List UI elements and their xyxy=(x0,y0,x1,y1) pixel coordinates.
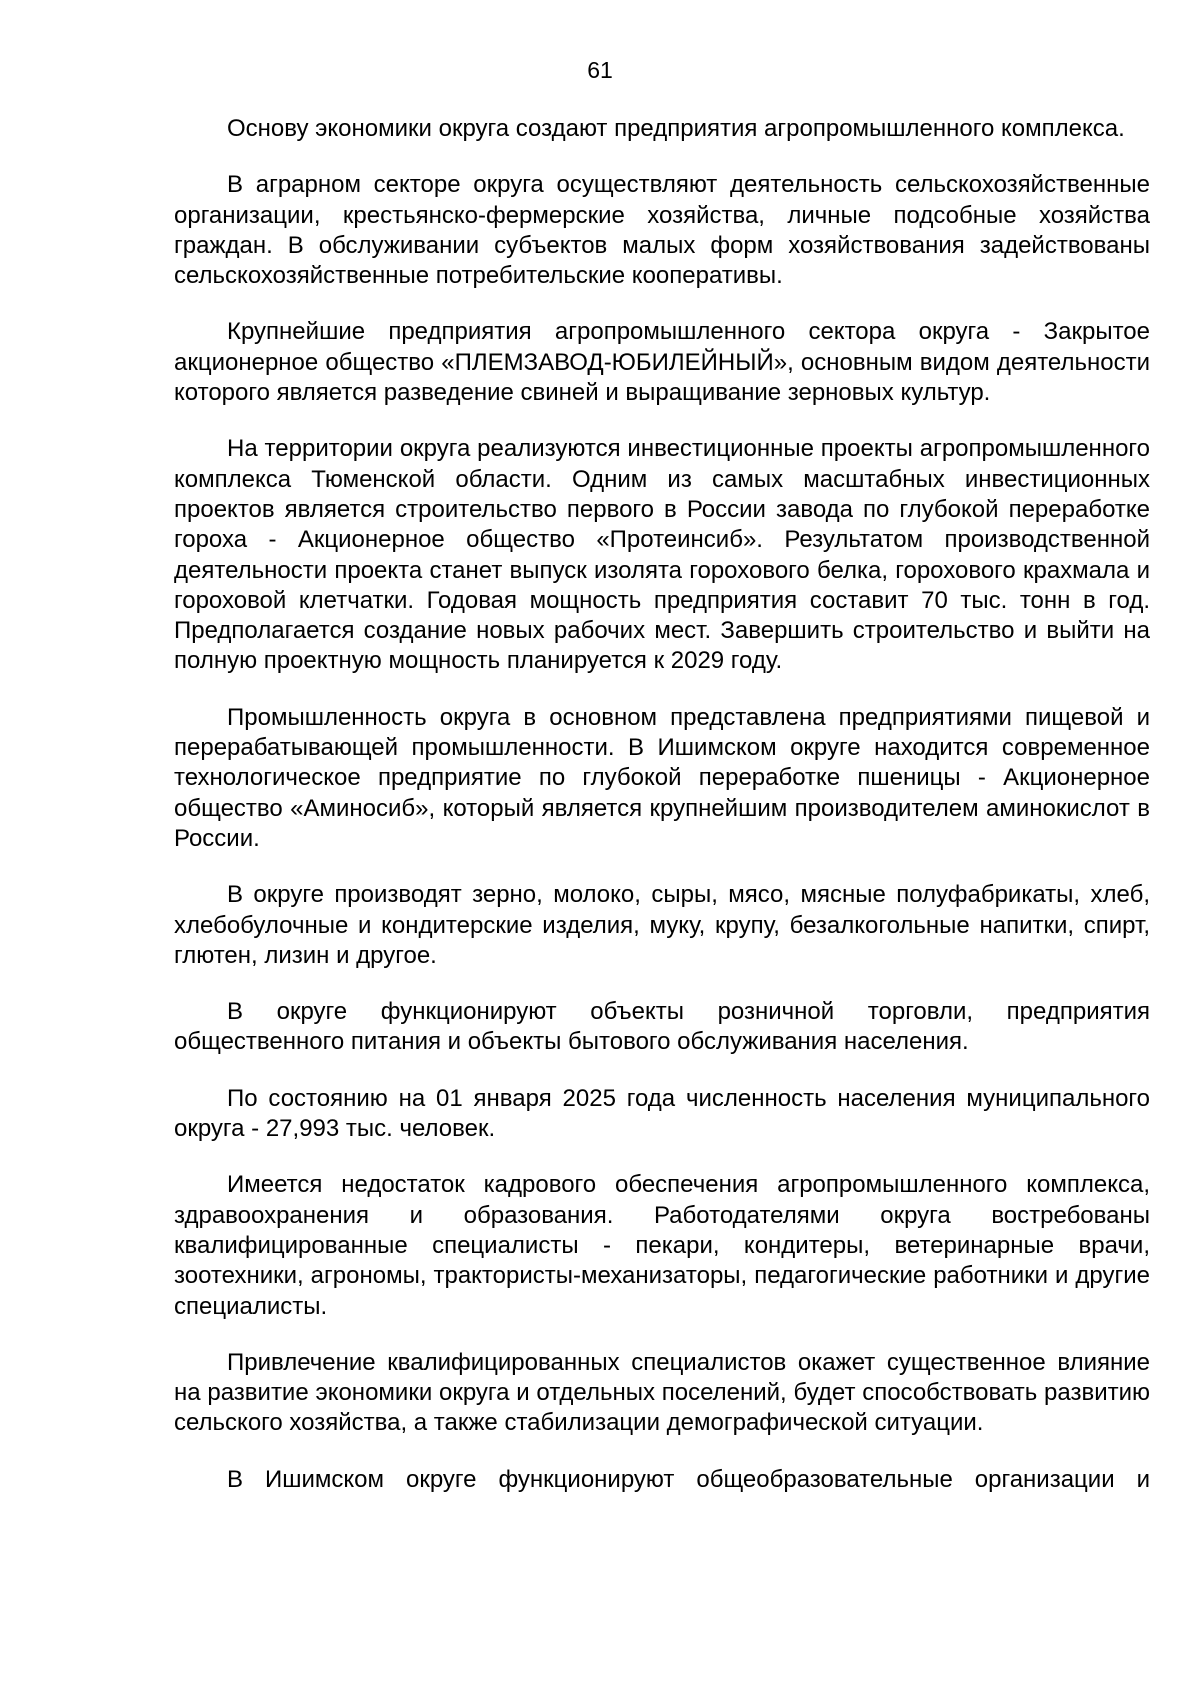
document-body xyxy=(174,114,1150,1495)
paragraph-retail-services: В округе функционируют объекты розничной торговли, предприятия общественного питания и объекты бытового обслуживания населения. xyxy=(174,998,1150,1056)
paragraph-agro-basis: Основу экономики округа создают предприятия агропромышленного комплекса. xyxy=(227,115,1125,142)
paragraph-education: В Ишимском округе функционируют общеобразовательные организации и xyxy=(227,1465,1150,1493)
paragraph-largest-enterprises: Крупнейшие предприятия агропромышленного сектора округа - Закрытое акционерное общество «ПЛЕМЗАВОД-ЮБИЛЕЙНЫЙ», основным видом деятельности которого является разведение свиней и выращивание зерновых культур. xyxy=(174,318,1150,407)
paragraph-staff-shortage: Имеется недостаток кадрового обеспечения агропромышленного комплекса, здравоохранения и образования. Работодателями округа востребованы квалифицированные специалисты - пекари, кондитеры, ветеринарные врачи, зоотехники, агрономы, трактористы-механизаторы, педагогические работники и другие специалисты. xyxy=(174,1171,1150,1320)
paragraph-industry: Промышленность округа в основном представлена предприятиями пищевой и перерабатывающей промышленности. В Ишимском округе находится современное технологическое предприятие по глубокой переработке пшеницы - Акционерное общество «Аминосиб», который является крупнейшим производителем аминокислот в России. xyxy=(174,703,1150,852)
paragraph-investment-projects: На территории округа реализуются инвестиционные проекты агропромышленного комплекса Тюменской области. Одним из самых масштабных инвестиционных проектов является строительство первого в России завода по глубокой переработке гороха - Акционерное общество «Протеинсиб». Результатом производственной деятельности проекта станет выпуск изолята горохового белка, горохового крахмала и гороховой клетчатки. Годовая мощность предприятия составит 70 тыс. тонн в год. Предполагается создание новых рабочих мест. Завершить строительство и выйти на полную проектную мощность планируется к 2029 году. xyxy=(174,435,1150,675)
paragraph-specialists: Привлечение квалифицированных специалистов окажет существенное влияние на развитие экономики округа и отдельных поселений, будет способствовать развитию сельского хозяйства, а также стабилизации демографической ситуации. xyxy=(174,1348,1150,1437)
paragraph-population: По состоянию на 01 января 2025 года численность населения муниципального округа - 27,993 тыс. человек. xyxy=(174,1084,1150,1143)
page-number: 61 xyxy=(587,57,613,83)
paragraph-agrarian-sector: В аграрном секторе округа осуществляют деятельность сельскохозяйственные организации, крестьянско-фермерские хозяйства, личные подсобные хозяйства граждан. В обслуживании субъектов малых форм хозяйствования задействованы сельскохозяйственные потребительские кооперативы. xyxy=(174,171,1150,290)
paragraph-products: В округе производят зерно, молоко, сыры, мясо, мясные полуфабрикаты, хлеб, хлебобулочные и кондитерские изделия, муку, крупу, безалкогольные напитки, спирт, глютен, лизин и другое. xyxy=(174,881,1150,969)
